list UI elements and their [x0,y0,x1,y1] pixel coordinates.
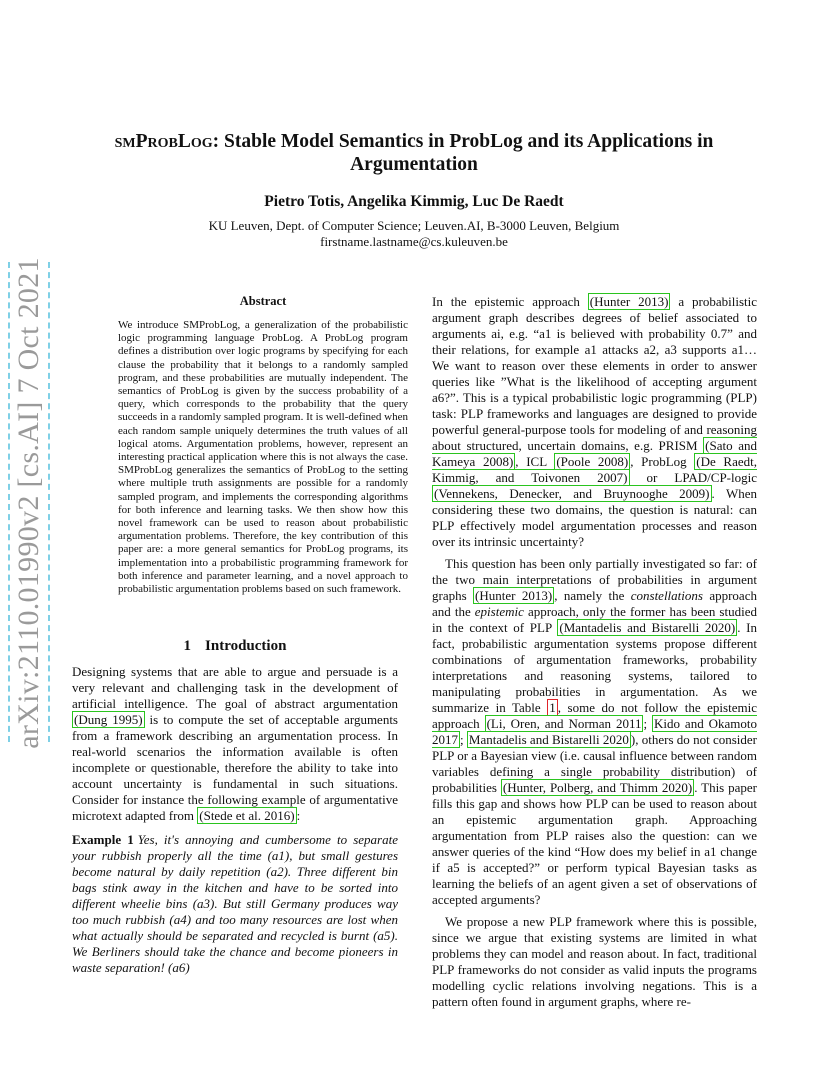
title-rest: : Stable Model Semantics in ProbLog and its Applications in Argumentation [212,131,714,175]
citation-link[interactable]: (Dung 1995) [74,712,143,727]
citation-link[interactable]: (Li, Oren, and Norman 2011 [486,716,642,731]
paragraph-question: This question has been only partially investigated so far: of the two main interpretations of probabilities in argument graphs (Hunter 2013) , namely the constellations approach and the epistemic approach, only the former has been studied in the context of PLP (Mantadelis and Bistarelli 2020) . In fact, probabilistic argumentation systems propose different combinations of argumentation frameworks, probability interpretations and reasoning systems, tailored to manipulating probabilities in argumentation. As we summarize in Table 1 , some do not follow the epistemic approach (Li, Oren, and Norman 2011 ; Kido and Okamoto 2017 ; Mantadelis and Bistarelli 2020 ), others do not consider PLP or a Bayesian view (i.e. causal influence between random variables defining a single probability distribution) of probabilities (Hunter, Polberg, and Thimm 2020) . This paper fills this gap and shows how PLP can be used to reason about an epistemic argumentation graph. Approaching argumentation from PLP raises also the question: can we answer queries of the kind “How does my belief in a1 change if a5 is accepted?” or perform typical Bayesian tasks as learning the beliefs of an agent given a set of observations of accepted arguments? [432,556,757,907]
arxiv-identifier[interactable]: arXiv:2110.01990v2 [cs.AI] 7 Oct 2021 [12,257,45,749]
example-text: Yes, it's annoying and cumbersome to separate your rubbish properly all the time (a1), but small gestures become natural by daily repetition (a2). Three different bin bags stink away in the kitchen and have to be sorted into different wheelie bins (a3). But still Germany produces way too much rubbish (a4) and too many resources are lost when what actually should be separated and recycled is burnt (a5). We Berliners should take the chance and become pioneers in waste separation! (a6) [72,832,398,975]
section-number: 1 [183,638,192,654]
right-column-body [432,294,757,1010]
authors: Pietro Totis, Angelika Kimmig, Luc De Raedt [264,193,564,210]
email: firstname.lastname@cs.kuleuven.be [320,234,508,249]
citation-link[interactable]: (Stede et al. 2016) [199,808,295,823]
arxiv-sidebar [12,257,45,749]
abstract-heading: Abstract [239,294,287,308]
affiliation: KU Leuven, Dept. of Computer Science; Leuven.AI, B-3000 Leuven, Belgium [208,218,620,233]
abstract-text: We introduce SMProbLog, a generalization of the probabilistic logic programming language ProbLog. A ProbLog program defines a distribution over logic programs by specifying for each clause the probability that it belongs to a randomly sampled program, and these probabilities are mutually independent. The semantics of ProbLog is given by the success probability of a query, which corresponds to the probability that the query succeeds in a randomly sampled program. It is well-defined when each random sample uniquely determines the truth values of all logical atoms. Argumentation problems, however, represent an interesting practical application where this is not always the case. SMProbLog generalizes the semantics of ProbLog to the setting where multiple truth assignments are possible for a randomly sampled program, and implements the corresponding algorithms for both inference and learning tasks. We then show how this novel framework can be used to reason about probabilistic argumentation problems. Therefore, the key contribution of this paper are: a more general semantics for ProbLog programs, its implementation into a probabilistic programming framework for both inference and parameter learning, and a novel approach to probabilistic argumentation problems based on such framework. [118,319,408,596]
citation-link[interactable]: (Poole 2008) [556,454,629,469]
citation-link[interactable]: (Hunter 2013) [475,588,553,603]
affiliation-block [80,218,748,250]
left-column-body [72,664,398,976]
section-heading [72,638,398,655]
table-reference-link[interactable]: 1 [549,700,556,715]
citation-link[interactable]: Kido and Okamoto 2017 [432,716,757,747]
intro-paragraph: Designing systems that are able to argue and persuade is a very relevant and challenging task in the development of artificial intelligence. The goal of abstract argumentation (Dung 1995) is to compute the set of acceptable arguments from a framework describing an argumentation process. In real-world scenarios the information available is often incomplete or questionable, therefore the ability to take into account uncertainty is fundamental in such situations. Consider for instance the following example of argumentative microtext adapted from (Stede et al. 2016) : [72,664,398,823]
example-label: Example 1 [72,832,134,847]
citation-link[interactable]: (Hunter, Polberg, and Thimm 2020) [502,780,693,795]
title-small-caps: smProbLog [114,131,213,152]
citation-link[interactable]: (Hunter 2013) [589,294,669,309]
paragraph-epistemic: In the epistemic approach (Hunter 2013) a probabilistic argument graph describes degrees of belief associated to arguments ai, e.g. “a1 is believed with probability 0.7” and their relations, for example a1 attacks a2, a3 supports a1… We want to reason over these elements in order to answer queries like ”What is the likelihood of accepting argument a6?”. This is a typical probabilistic logic programming (PLP) task: PLP frameworks and languages are designed to provide powerful general-purpose tools for modeling of and reasoning about structured, uncertain domains, e.g. PRISM (Sato and Kameya 2008) , ICL (Poole 2008) , ProbLog (De Raedt, Kimmig, and Toivonen 2007) or LPAD/CP-logic (Vennekens, Denecker, and Bruynooghe 2009) . When considering these two domains, the question is natural: can PLP effectively model argumentation processes and reason over its intrinsic uncertainty? [432,294,758,549]
citation-link[interactable]: Mantadelis and Bistarelli 2020 [468,732,629,747]
paragraph-proposal: We propose a new PLP framework where this is possible, since we argue that existing systems are limited in what problems they can model and reason about. In fact, traditional PLP frameworks do not consider as valid inputs the programs modelling cyclic relations involving negations. This is a pattern often found in argument graphs, where re- [432,914,757,1009]
paper-title [80,130,748,176]
citation-link[interactable]: (Vennekens, Denecker, and Bruynooghe 2009) [434,486,710,501]
example-1 [72,832,398,976]
section-title: Introduction [205,638,287,654]
citation-link[interactable]: (Sato and Kameya 2008) [432,438,757,469]
citation-link[interactable]: (Mantadelis and Bistarelli 2020) [559,620,736,635]
citation-link[interactable]: (De Raedt, Kimmig, and Toivonen 2007) [432,454,758,485]
